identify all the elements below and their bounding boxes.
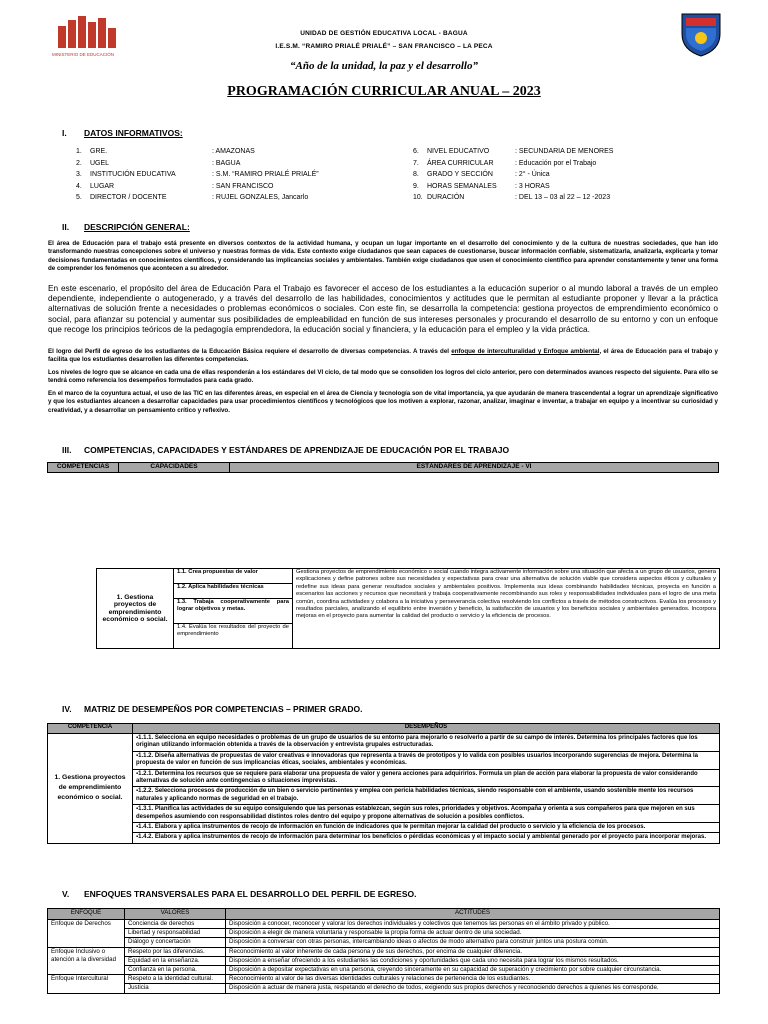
section4-num: IV. bbox=[62, 704, 72, 714]
info-value: : SAN FRANCISCO bbox=[212, 182, 274, 190]
valor-cell: Respeto a la identidad cultural. bbox=[125, 975, 226, 984]
section1-title: DATOS INFORMATIVOS: bbox=[84, 128, 183, 138]
section5-heading bbox=[62, 889, 417, 899]
info-num: 3. bbox=[76, 171, 82, 178]
section2-heading bbox=[62, 222, 190, 232]
capacidad-4: 1.4. Evalúa los resultados del proyecto de emprendimiento bbox=[174, 624, 293, 649]
description-p2: En este escenario, el propósito del área de Educación Para el Trabajo es favorecer el acceso de los estudiantes a la educación superior o al mundo laboral a través de un empleo dependiente, independiente o autogenerado, y a través del desarrollo de las habilidades, conocimientos y actitudes que le permitan al estudiante proponer y llevar a la práctica alternativas de solución frente a necesidades o problemas económicos o sociales. Con este fin, se desarrolla la competencia: gestiona proyectos de emprendimiento económico o social, para afianzar su potencial y aumentar sus posibilidades de empleabilidad en función de sus intereses personales y procurando el desarrollo de su entorno y con un enfoque que recoge los principios teóricos de la pedagogía emprendedora, la educación social y financiera, y la educación para el empleo y la vida práctica. bbox=[48, 283, 718, 334]
table-row bbox=[48, 938, 720, 947]
desempenos-table bbox=[47, 723, 720, 844]
estandar-cell: Gestiona proyectos de emprendimiento económico o social cuando integra activamente información sobre una situación que afecta a un grupo de usuarios, genera explicaciones y define patrones sobre sus necesidades y expectativas para crear una alternativa de solución viable que considera aspectos éticos y culturales y redefine sus ideas para generar resultados sociales y ambientales positivos. Implementa sus ideas combinando habilidades técnicas, proyecta en función a escenarios las acciones y recursos que necesitará y trabaja cooperativamente recombinando sus roles y responsabilidades individuales para el logro de una meta común, coordina actividades y colabora a la iniciativa y perseverancia colectiva resolviendo los conflictos a través de métodos constructivos. Evalúa los procesos y resultados parciales, analizando el equilibrio entre inversión y beneficio, la satisfacción de usuarios y los beneficios sociales y ambientales generados. Incorpora mejoras en el proyecto para aumentar la calidad del producto o servicio y la eficiencia de procesos. bbox=[293, 569, 720, 649]
valor-cell: Conciencia de derechos bbox=[125, 920, 226, 929]
info-label: DURACIÓN bbox=[427, 194, 465, 201]
section5-num: V. bbox=[62, 889, 70, 899]
section2-num: II. bbox=[62, 222, 70, 232]
info-row bbox=[413, 146, 613, 158]
info-num: 2. bbox=[76, 159, 82, 167]
col-competencias: COMPETENCIAS bbox=[48, 463, 119, 473]
table-row bbox=[48, 823, 720, 833]
enfoque-cell: Enfoque de Derechos bbox=[48, 920, 125, 948]
section3-title: COMPETENCIAS, CAPACIDADES Y ESTÁNDARES DE APRENDIZAJE DE EDUCACIÓN POR EL TRABAJO bbox=[84, 445, 510, 455]
capacidad-1: 1.1. Crea propuestas de valor bbox=[174, 569, 293, 584]
info-num: 4. bbox=[76, 182, 82, 190]
section1-num: I. bbox=[62, 128, 67, 138]
description-p3-enfoque: enfoque de interculturalidad y Enfoque ambiental bbox=[451, 348, 600, 355]
info-label: INSTITUCIÓN EDUCATIVA bbox=[90, 171, 176, 178]
info-value: : RUJEL GONZALES, Jancarlo bbox=[212, 194, 309, 201]
info-value: : BAGUA bbox=[212, 159, 241, 167]
table-row bbox=[48, 920, 720, 929]
bullet-icon: ▪ bbox=[136, 770, 139, 777]
desempeno-cell bbox=[133, 769, 720, 787]
bullet-icon: ▪ bbox=[136, 806, 139, 813]
description-p3 bbox=[48, 348, 718, 365]
info-num: 1. bbox=[76, 148, 82, 155]
actitud-cell: Disposición a conversar con otras personas, intercambiando ideas o afectos de modo alternativo para construir juntos una postura común. bbox=[226, 938, 720, 947]
enfoque-cell: Enfoque Inclusivo o atención a la diversidad bbox=[48, 947, 125, 975]
info-label: LUGAR bbox=[90, 182, 115, 190]
desempeno-text: 1.2.1. Determina los recursos que se requiere para elaborar una propuesta de valor y genera acciones para adquirirlos. Formula un plan de acción para elaborar la propuesta de valor considerando alternativas de solución ante contingencias o situaciones imprevistas. bbox=[136, 770, 698, 785]
info-label: ÁREA CURRICULAR bbox=[427, 159, 494, 167]
valor-cell: Justicia bbox=[125, 984, 226, 993]
competencias-table bbox=[96, 568, 720, 649]
actitud-cell: Disposición a enseñar ofreciendo a los estudiantes las condiciones y oportunidades que cada uno necesita para lograr los mismos resultados. bbox=[226, 956, 720, 965]
actitud-cell: Reconocimiento al valor de las diversas identidades culturales y relaciones de pertenencia de los estudiantes. bbox=[226, 975, 720, 984]
table-row bbox=[48, 929, 720, 938]
info-right-list bbox=[413, 146, 613, 204]
desempeno-text: 1.4.1. Elabora y aplica instrumentos de recojo de información en función de indicadores que le permitan mejorar la calidad del producto o servicio y la eficiencia de los procesos. bbox=[138, 824, 646, 831]
bullet-icon: ▪ bbox=[136, 824, 139, 831]
capacidad-3: 1.3. Trabaja cooperativamente para lograr objetivos y metas. bbox=[174, 599, 293, 624]
section4-heading bbox=[62, 704, 362, 714]
table-row bbox=[48, 769, 720, 787]
valor-cell: Diálogo y concertación bbox=[125, 938, 226, 947]
desempeno-cell bbox=[133, 787, 720, 805]
bullet-icon: ▪ bbox=[136, 735, 139, 741]
valor-cell: Equidad en la enseñanza. bbox=[125, 956, 226, 965]
description-p3a: El logro del Perfil de egreso de los estudiantes de la Educación Básica requiere el desarrollo de diversas competencias. A través del bbox=[48, 348, 452, 355]
table-row bbox=[48, 805, 720, 823]
desempeno-text: 1.1.2. Diseña alternativas de propuestas de valor creativas e innovadoras que representa a través de prototipos y lo valida con posibles usuarios incorporando sugerencias de mejora. Determina la propuesta de valor en función de sus implicancias éticas, sociales, ambientales y económicas. bbox=[136, 752, 699, 767]
description-p1: El área de Educación para el trabajo está presente en diversos contextos de la actividad humana, y ocupan un lugar importante en el desarrollo del conocimiento y de la cultura de nuestras sociedades, que han ido transformando nuestras concepciones sobre el universo y nuestras formas de vida. Este contexto exige ciudadanos que sean capaces de cuestionarse, buscar información confiable, sistematizarla, analizarla, explicarla y tomar decisiones fundamentadas en conocimientos científicos, y considerando las implicancias sociales y ambientales. También exige ciudadanos que usen el conocimiento científico para aprender constantemente y tener una forma de comprender los fenómenos que acontecen a su alrededor. bbox=[48, 240, 718, 273]
header-motto: “Año de la unidad, la paz y el desarrollo” bbox=[290, 60, 478, 72]
actitud-cell: Disposición a elegir de manera voluntaria y responsable la propia forma de actuar dentro de una sociedad. bbox=[226, 929, 720, 938]
info-value: : S.M. “RAMIRO PRIALÉ PRIALÉ” bbox=[212, 171, 319, 178]
info-row bbox=[413, 169, 613, 181]
valor-cell: Respeto por las diferencias. bbox=[125, 947, 226, 956]
desempeno-cell bbox=[133, 833, 720, 843]
info-row bbox=[413, 192, 613, 204]
info-value: : 2° - Única bbox=[515, 171, 550, 178]
col-capacidades: CAPACIDADES bbox=[119, 463, 230, 473]
info-value: : DEL 13 – 03 al 22 – 12 -2023 bbox=[515, 194, 611, 201]
competencia-cell: 1. Gestiona proyectos de emprendimiento económico o social. bbox=[97, 569, 174, 649]
info-label: DIRECTOR / DOCENTE bbox=[90, 194, 167, 201]
description-p4: Los niveles de logro que se alcance en cada una de ellas responderán a los estándares del VI ciclo, de tal modo que se consoliden los logros del ciclo anterior, pero con determinados avances respecto del siguiente. Para ello se tendrá como referencia los desempeños formulados para cada grado. bbox=[48, 369, 718, 385]
col-actitudes: ACTITUDES bbox=[226, 909, 720, 920]
col-competencia: COMPETENCIA bbox=[48, 724, 133, 734]
info-num: 10. bbox=[413, 194, 423, 201]
actitud-cell: Reconocimiento al valor inherente de cada persona y de sus derechos, por encima de cualquier diferencia. bbox=[226, 947, 720, 956]
table-row bbox=[48, 833, 720, 843]
description-p3c: , el área de Educación para el trabajo y facilita que los estudiantes desarrollen las diferentes competencias. bbox=[48, 348, 718, 364]
desempeno-text: 1.3.1. Planifica las actividades de su equipo consiguiendo que las personas establezcan, según sus roles, prioridades y objetivos. Acompaña y orienta a sus compañeros para que mejoren en sus desempeños asumiendo con responsabilidad distintos roles dentro del equipo y propone alternativas de solución a posibles conflictos. bbox=[136, 806, 695, 820]
info-num: 8. bbox=[413, 171, 419, 178]
col-enfoque: ENFOQUE bbox=[48, 909, 125, 920]
table-row bbox=[48, 975, 720, 984]
bullet-icon: ▪ bbox=[136, 834, 139, 841]
actitud-cell: Disposición a conocer, reconocer y valorar los derechos individuales y colectivos que tenemos las personas en el ámbito privado y público. bbox=[226, 920, 720, 929]
table-row bbox=[48, 787, 720, 805]
actitud-cell: Disposición a actuar de manera justa, respetando el derecho de todos, exigiendo sus propios derechos y reconociendo derechos a quienes les corresponde. bbox=[226, 984, 720, 993]
info-num: 7. bbox=[413, 159, 419, 167]
section1-heading bbox=[62, 128, 183, 138]
info-row bbox=[413, 158, 613, 170]
table-row bbox=[48, 751, 720, 769]
capacidad-2: 1.2. Aplica habilidades técnicas bbox=[174, 584, 293, 599]
info-label: UGEL bbox=[90, 159, 110, 167]
info-num: 9. bbox=[413, 182, 419, 190]
header-school: I.E.S.M. “RAMIRO PRIALÉ PRIALÉ” – SAN FRANCISCO – LA PECA bbox=[275, 43, 493, 50]
table-row bbox=[48, 956, 720, 965]
actitud-cell: Disposición a depositar expectativas en una persona, creyendo sinceramente en su capacidad de superación y crecimiento por sobre cualquier circunstancia. bbox=[226, 966, 720, 975]
info-label: GRE. bbox=[90, 148, 108, 155]
col-valores: VALORES bbox=[125, 909, 226, 920]
info-row bbox=[76, 158, 319, 170]
info-label: NIVEL EDUCATIVO bbox=[427, 148, 490, 155]
desempeno-cell bbox=[133, 823, 720, 833]
desempeno-cell bbox=[133, 751, 720, 769]
bullet-icon: ▪ bbox=[136, 788, 139, 795]
table-row bbox=[48, 966, 720, 975]
desempeno-text: 1.2.2. Selecciona procesos de producción de un bien o servicio pertinentes y emplea con pericia habilidades técnicas, siendo responsable con el ambiente, usando sostenible mente los recursos naturales y aplicando normas de seguridad en el trabajo. bbox=[136, 788, 694, 802]
enfoques-table bbox=[47, 908, 720, 994]
info-value: : 3 HORAS bbox=[515, 182, 550, 190]
section3-num: III. bbox=[62, 445, 72, 455]
col-desempenos: DESEMPEÑOS bbox=[133, 724, 720, 734]
ministry-logo-text: MINISTERIO DE EDUCACIÓN bbox=[52, 52, 115, 57]
bullet-icon: ▪ bbox=[136, 752, 139, 759]
table-row bbox=[48, 984, 720, 993]
ministry-logo bbox=[48, 14, 126, 62]
description-p5: En el marco de la coyuntura actual, el uso de las TIC en las diferentes áreas, en especial en el área de Ciencia y tecnología son de vital importancia, ya que ayudarán de manera trascendental a lograr un aprendizaje significativo y que los estudiantes alcancen a desarrollar capacidades para usar procedimientos científicos y tecnológicos que los motiven a explorar, razonar, analizar, imaginar e inventar, a trabajar en equipo y a incentivar su curiosidad y creatividad, y a desarrollar un pensamiento crítico y reflexivo. bbox=[48, 390, 718, 414]
table-row bbox=[48, 734, 720, 752]
info-left-list bbox=[76, 146, 319, 204]
info-row bbox=[76, 192, 319, 204]
section3-heading bbox=[62, 445, 509, 455]
competencias-header-table bbox=[47, 462, 719, 473]
info-value: : Educación por el Trabajo bbox=[515, 159, 597, 167]
info-value: : AMAZONAS bbox=[212, 148, 255, 155]
valor-cell: Libertad y responsabilidad bbox=[125, 929, 226, 938]
info-num: 6. bbox=[413, 148, 419, 155]
section4-title: MATRIZ DE DESEMPEÑOS POR COMPETENCIAS – PRIMER GRADO. bbox=[84, 704, 363, 714]
info-row bbox=[76, 146, 319, 158]
page-title: PROGRAMACIÓN CURRICULAR ANUAL – 2023 bbox=[227, 84, 541, 99]
info-num: 5. bbox=[76, 194, 82, 201]
enfoque-cell: Enfoque Intercultural bbox=[48, 975, 125, 993]
desempeno-text: 1.1.1. Selecciona en equipo necesidades o problemas de un grupo de usuarios de su entorno para mejorarlo o resolverlo a partir de su campo de interés. Determina los principales factores que los originan utilizando información obtenida a través de la observación y entrevista grupales estructuradas. bbox=[136, 735, 698, 749]
section2-title: DESCRIPCIÓN GENERAL: bbox=[84, 222, 190, 232]
info-row bbox=[413, 181, 613, 193]
col-estandares: ESTÁNDARES DE APRENDIZAJE - VI bbox=[230, 463, 719, 473]
table-row bbox=[48, 947, 720, 956]
info-row bbox=[76, 169, 319, 181]
valor-cell: Confianza en la persona. bbox=[125, 966, 226, 975]
competencia-cell: 1. Gestiona proyectos de emprendimiento económico o social. bbox=[48, 734, 133, 844]
info-label: GRADO Y SECCIÓN bbox=[427, 171, 493, 178]
desempeno-cell bbox=[133, 805, 720, 823]
info-label: HORAS SEMANALES bbox=[427, 182, 497, 190]
desempeno-cell bbox=[133, 734, 720, 752]
section5-title: ENFOQUES TRANSVERSALES PARA EL DESARROLLO DEL PERFIL DE EGRESO. bbox=[84, 889, 417, 899]
header-ugel: UNIDAD DE GESTIÓN EDUCATIVA LOCAL - BAGUA bbox=[300, 30, 468, 37]
info-row bbox=[76, 181, 319, 193]
info-value: : SECUNDARIA DE MENORES bbox=[515, 148, 614, 155]
desempeno-text: 1.4.2. Elabora y aplica instrumentos de recojo de información para determinar los beneficios o pérdidas económicas y el impacto social y ambiental generado por el proyecto para incorporar mejoras. bbox=[138, 834, 706, 841]
